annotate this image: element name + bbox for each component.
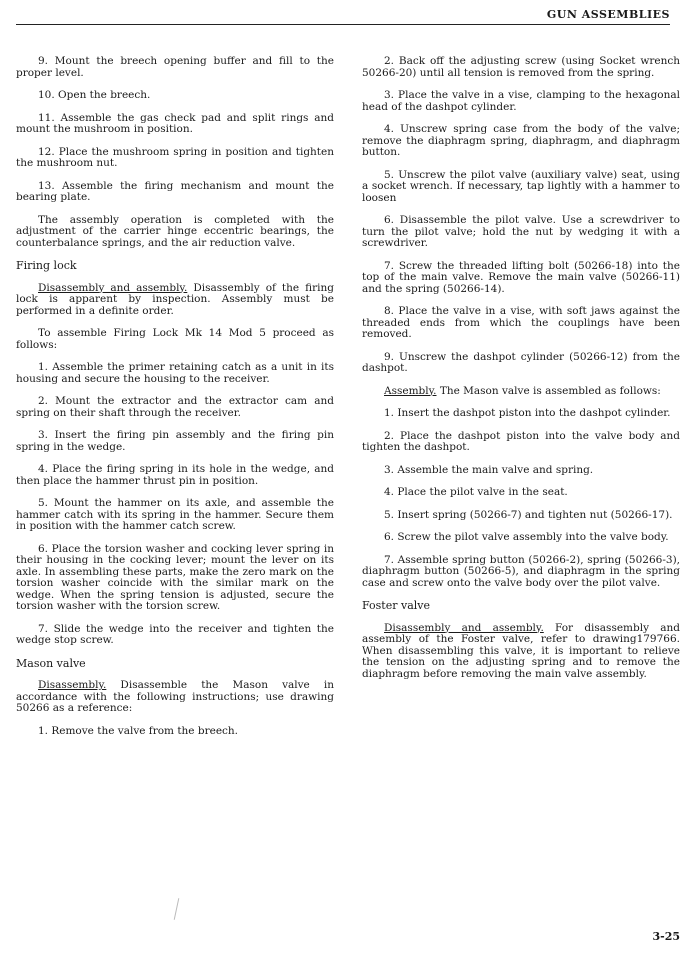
run-in-heading: Disassembly. [38, 679, 107, 691]
page-number: 3-25 [652, 930, 680, 943]
scan-mark [174, 898, 180, 920]
right-column [362, 56, 680, 691]
section-heading-mason-valve: Mason valve [16, 656, 86, 670]
step-paragraph: 7. Screw the threaded lifting bolt (50266-18) into the top of the main valve. Remove the main valve (50266-11) and the spring (50266-14). [362, 259, 680, 295]
step-paragraph: 2. Mount the extractor and the extractor cam and spring on their shaft through the receiver. [16, 395, 334, 419]
step-paragraph: 2. Back off the adjusting screw (using Socket wrench 50266-20) until all tension is removed from the spring. [362, 55, 680, 79]
step-paragraph: 5. Mount the hammer on its axle, and assemble the hammer catch with its spring in the hammer. Secure them in position with the hammer catch screw. [16, 497, 334, 532]
step-paragraph: 5. Unscrew the pilot valve (auxiliary valve) seat, using a socket wrench. If necessary, tap lightly with a hammer to loosen [362, 168, 680, 204]
step-paragraph: 5. Insert spring (50266-7) and tighten nut (50266-17). [384, 508, 673, 521]
step-paragraph: 6. Disassemble the pilot valve. Use a screwdriver to turn the pilot valve; hold the nut by wedging it with a screwdriver. [362, 214, 680, 249]
paragraph-text: Disassemble the Mason valve in accordance with the following instructions; use drawing 50266 as a reference: [16, 679, 334, 714]
assembly-intro-paragraph [362, 386, 680, 398]
paragraph-text: The Mason valve is assembled as follows: [436, 384, 661, 397]
run-in-heading: Assembly. [384, 384, 437, 397]
section-heading-firing-lock: Firing lock [16, 259, 77, 272]
step-paragraph: 3. Place the valve in a vise, clamping to the hexagonal head of the dashpot cylinder. [362, 89, 680, 113]
step-paragraph: 1. Assemble the primer retaining catch as a unit in its housing and secure the housing to the receiver. [16, 361, 334, 385]
step-paragraph: 4. Place the pilot valve in the seat. [384, 486, 568, 498]
paragraph-text: Disassembly of the firing lock is apparent by inspection. Assembly must be performed in a definite order. [16, 281, 334, 317]
step-paragraph: 10. Open the breech. [38, 89, 151, 101]
header-title: GUN ASSEMBLIES [546, 8, 670, 21]
section-heading-foster-valve: Foster valve [362, 599, 430, 612]
step-paragraph: 9. Mount the breech opening buffer and fill to the proper level. [16, 55, 334, 79]
step-paragraph: 12. Place the mushroom spring in position and tighten the mushroom nut. [16, 145, 334, 169]
run-in-heading: Disassembly and assembly. [384, 621, 544, 634]
step-paragraph: 1. Insert the dashpot piston into the dashpot cylinder. [384, 407, 671, 419]
step-paragraph: 3. Insert the firing pin assembly and the firing pin spring in the wedge. [16, 429, 334, 453]
body-paragraph: The assembly operation is completed with the adjustment of the carrier hinge eccentric bearings, the counterbalance springs, and the air reduction valve. [16, 213, 334, 249]
run-in-heading: Disassembly and assembly. [38, 281, 188, 294]
step-paragraph: 1. Remove the valve from the breech. [38, 724, 239, 737]
step-paragraph: 11. Assemble the gas check pad and split rings and mount the mushroom in position. [16, 111, 334, 135]
firing-lock-intro-paragraph [16, 283, 334, 318]
foster-valve-paragraph [362, 623, 680, 681]
running-header [16, 8, 670, 25]
step-paragraph: 8. Place the valve in a vise, with soft jaws against the threaded ends from which the couplings have been removed. [362, 305, 680, 340]
left-column [16, 56, 334, 748]
step-paragraph: 6. Place the torsion washer and cocking lever spring in their housing in the cocking lever; mount the lever on its axle. In assembling these parts, make the zero mark on the torsion washer coincide with the similar mark on the wedge. When the spring tension is adjusted, secure the torsion washer with the torsion screw. [16, 542, 334, 612]
step-paragraph: 6. Screw the pilot valve assembly into the valve body. [384, 531, 669, 543]
mason-valve-intro-paragraph [16, 680, 334, 715]
step-paragraph: 4. Unscrew spring case from the body of the valve; remove the diaphragm spring, diaphragm, and diaphragm button. [362, 123, 680, 158]
step-paragraph: 2. Place the dashpot piston into the valve body and tighten the dashpot. [362, 429, 680, 453]
paragraph-text: For disassembly and assembly of the Foster valve, refer to drawing179766. When disassembling this valve, it is important to relieve the tension on the adjusting spring and to remove the diaphragm before removing the main valve assembly. [362, 621, 680, 680]
step-paragraph: 3. Assemble the main valve and spring. [384, 463, 594, 476]
step-paragraph: 9. Unscrew the dashpot cylinder (50266-12) from the dashpot. [362, 350, 680, 374]
step-paragraph: 13. Assemble the firing mechanism and mount the bearing plate. [16, 179, 334, 203]
step-paragraph: 4. Place the firing spring in its hole in the wedge, and then place the hammer thrust pin in position. [16, 463, 334, 487]
step-paragraph: 7. Assemble spring button (50266-2), spring (50266-3), diaphragm button (50266-5), and diaphragm in the spring case and screw onto the valve body over the pilot valve. [362, 553, 680, 589]
step-paragraph: 7. Slide the wedge into the receiver and tighten the wedge stop screw. [16, 622, 334, 646]
body-paragraph: To assemble Firing Lock Mk 14 Mod 5 proceed as follows: [16, 327, 334, 351]
